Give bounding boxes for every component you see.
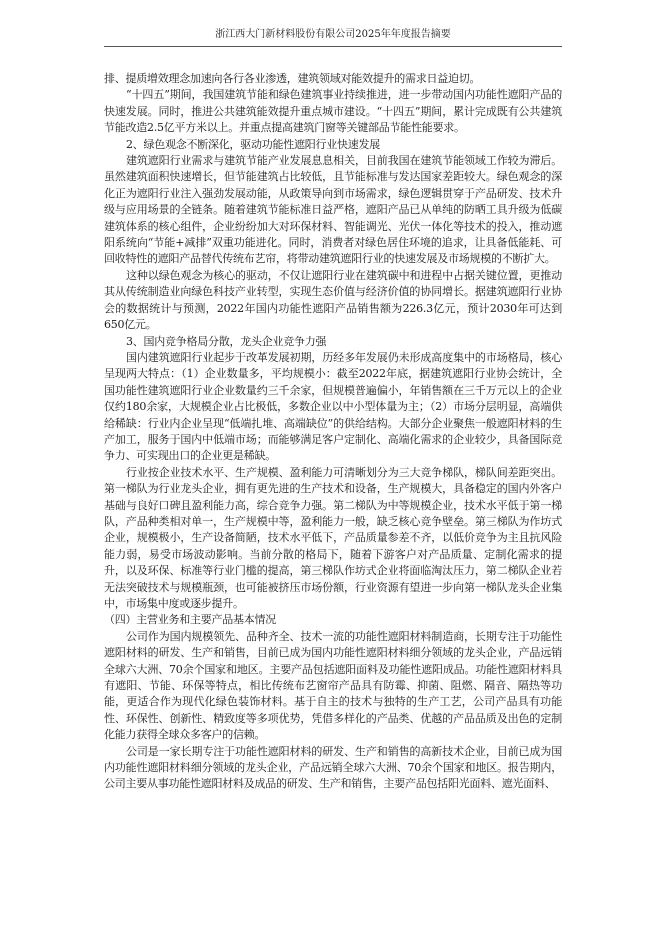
paragraph-14th-five-year-plan: “十四五”期间，我国建筑节能和绿色建筑事业持续推进，进一步带动国内功能性遮阳产品的快速发展。同时，推进公共建筑能效提升重点城市建设。“十四五”期间，累计完成既有公共建筑节能改造2.5亿平方米以上。并重点提高建筑门窗等关键部品节能性能要求。 bbox=[104, 88, 562, 135]
paragraph-company-products: 公司是一家长期专注于功能性遮阳材料的研发、生产和销售的高新技术企业，目前已成为国内功能性遮阳材料细分领域的龙头企业，产品远销全球六大洲、70余个国家和地区。报告期内，公司主要从事功能性遮阳材料及成品的研发、生产和销售，主要产品包括阳光面料、遮光面料、 bbox=[104, 744, 562, 791]
paragraph-competition-tiers: 行业按企业技术水平、生产规模、盈利能力可清晰划分为三大竞争梯队，梯队间差距突出。第一梯队为行业龙头企业，拥有更先进的生产技术和设备，生产规模大，具备稳定的国内外客户基础与良好口碑且盈利能力高，综合竞争力强。第二梯队为中等规模企业，技术水平低于第一梯队，产品种类相对单一，生产规模中等，盈利能力一般，缺乏核心竞争壁垒。第三梯队为作坊式企业，规模极小，生产设备简陋，技术水平低下，产品质量参差不齐，以低价竞争为主且抗风险能力弱，易受市场波动影响。当前分散的格局下，随着下游客户对产品质量、定制化需求的提升，以及环保、标准等行业门槛的提高，第三梯队作坊式企业将面临淘汰压力，第二梯队企业若无法突破技术与规模瓶颈，也可能被挤压市场份额，行业资源有望进一步向第一梯队龙头企业集中，市场集中度或逐步提升。 bbox=[104, 465, 562, 610]
section-heading-green-concept: 2、绿色观念不断深化，驱动功能性遮阳行业快速发展 bbox=[126, 137, 380, 151]
section-heading-main-business: （四）主营业务和主要产品基本情况 bbox=[104, 613, 276, 627]
page-header: 浙江西大门新材料股份有限公司2025年年度报告摘要 bbox=[104, 28, 562, 47]
paragraph-company-overview: 公司作为国内规模领先、品种齐全、技术一流的功能性遮阳材料制造商，长期专注于功能性遮阳材料的研发、生产和销售，目前已成为国内功能性遮阳材料细分领域的龙头企业，产品远销全球六大洲、70余个国家和地区。主要产品包括遮阳面料及功能性遮阳成品。功能性遮阳材料具有遮阳、节能、环保等特点，相比传统布艺窗帘产品具有防霉、抑菌、阻燃、隔音、隔热等功能，更适合作为现代化绿色装饰材料。基于自主的技术与独特的生产工艺，公司产品具有功能性、环保性、创新性、精致度等多项优势，凭借多样化的产品类、优越的产品品质及出色的定制化能力获得全球众多客户的信赖。 bbox=[104, 629, 562, 742]
section-heading-competition: 3、国内竞争格局分散，龙头企业竞争力强 bbox=[126, 334, 327, 348]
paragraph-continuation: 排、提质增效理念加速向各行各业渗透，建筑领域对能效提升的需求日益迫切。 bbox=[104, 72, 481, 85]
report-body bbox=[104, 71, 562, 793]
paragraph-industry-demand: 建筑遮阳行业需求与建筑节能产业发展息息相关，目前我国在建筑节能领域工作较为滞后。虽然建筑面积快速增长，但节能建筑占比较低，且节能标准与发达国家差距较大。绿色观念的深化正为遮阳行业注入强劲发展动能，从政策导向到市场需求，绿色逻辑贯穿于产品研发、技术升级与应用场景的全链条。随着建筑节能标准日益严格，遮阳产品已从单纯的防晒工具升级为低碳建筑体系的核心组件，企业纷纷加大对环保材料、智能调光、光伏一体化等技术的投入，推动遮阳系统向“节能+减排”双重功能进化。同时，消费者对绿色居住环境的追求，让具备低能耗、可回收特性的遮阳产品替代传统布艺帘，将带动建筑遮阳行业的快速发展及市场规模的不断扩大。 bbox=[104, 154, 562, 266]
paragraph-market-forecast: 这种以绿色观念为核心的驱动，不仅让遮阳行业在建筑碳中和进程中占据关键位置，更推动其从传统制造业向绿色科技产业转型，实现生态价值与经济价值的协同增长。据建筑遮阳行业协会的数据统计与预测，2022年国内功能性遮阳产品销售额为226.3亿元，预计2030年可达到650亿元。 bbox=[104, 268, 562, 332]
paragraph-market-structure: 国内建筑遮阳行业起步于改革发展初期，历经多年发展仍未形成高度集中的市场格局，核心呈现两大特点：（1）企业数量多，平均规模小：截至2022年底，据建筑遮阳行业协会统计，全国功能性建筑遮阳行业企业数量约三千余家，但规模普遍偏小，年销售额在三千万元以上的企业仅约180余家，大规模企业占比极低，多数企业以中小型体量为主；（2）市场分层明显，高端供给稀缺：行业内企业呈现“低端扎堆、高端缺位”的供给结构。大部分企业聚焦一般遮阳材料的生产加工，服务于国内中低端市场；而能够满足客户定制化、高端化需求的企业较少，具备国际竞争力、可实现出口的企业更是稀缺。 bbox=[104, 350, 562, 463]
